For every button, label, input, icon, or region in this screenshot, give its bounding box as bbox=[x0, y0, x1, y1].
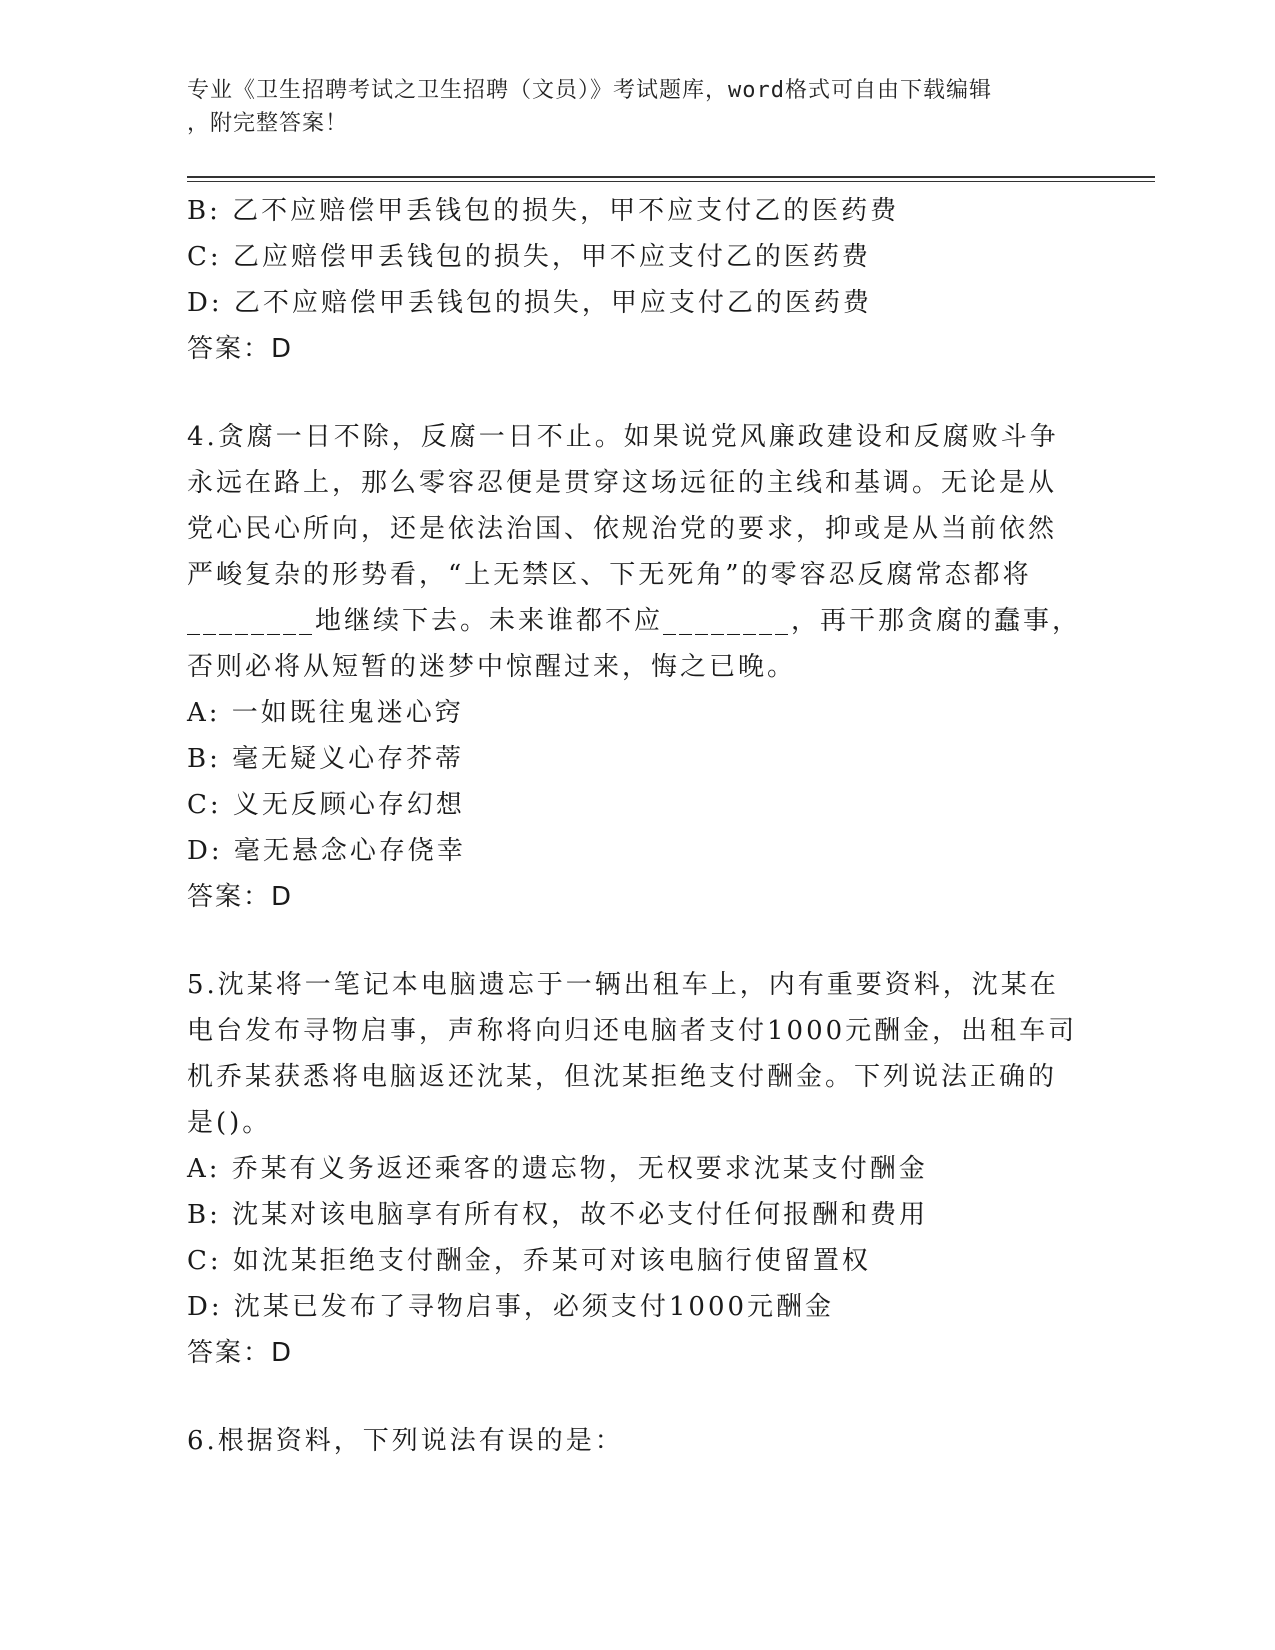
question-4-option-a: A: 一如既往鬼迷心窍 bbox=[187, 698, 464, 728]
question-5-answer: 答案：D bbox=[187, 1338, 294, 1368]
question-4-stem-line: 严峻复杂的形势看，“上无禁区、下无死角”的零容忍反腐常态都将 bbox=[187, 560, 1032, 590]
question-6-block bbox=[187, 1418, 1087, 1464]
question-3-answer: 答案：D bbox=[187, 334, 294, 364]
question-4-answer: 答案：D bbox=[187, 882, 294, 912]
question-4-stem-line: 否则必将从短暂的迷梦中惊醒过来，悔之已晚。 bbox=[187, 652, 797, 682]
question-5-stem-line: 是()。 bbox=[187, 1108, 272, 1138]
spacer bbox=[187, 920, 1087, 962]
question-3-block bbox=[187, 188, 1087, 372]
question-5-block bbox=[187, 962, 1087, 1376]
question-4-option-c: C: 义无反顾心存幻想 bbox=[187, 790, 465, 820]
question-5-option-a: A: 乔某有义务返还乘客的遗忘物，无权要求沈某支付酬金 bbox=[187, 1154, 928, 1184]
page-header bbox=[187, 74, 1067, 140]
document-body bbox=[187, 188, 1087, 1464]
spacer bbox=[187, 372, 1087, 414]
question-5-stem-line: 电台发布寻物启事，声称将向归还电脑者支付1000元酬金，出租车司 bbox=[187, 1016, 1078, 1046]
question-4-stem-line: 党心民心所向，还是依法治国、依规治党的要求，抑或是从当前依然 bbox=[187, 514, 1058, 544]
question-4-option-b: B: 毫无疑义心存芥蒂 bbox=[187, 744, 465, 774]
question-5-stem-line: 机乔某获悉将电脑返还沈某，但沈某拒绝支付酬金。下列说法正确的 bbox=[187, 1062, 1058, 1092]
question-5-option-d: D: 沈某已发布了寻物启事，必须支付1000元酬金 bbox=[187, 1292, 835, 1322]
header-divider bbox=[187, 176, 1155, 182]
question-4-block bbox=[187, 414, 1087, 920]
question-5-option-b: B: 沈某对该电脑享有所有权，故不必支付任何报酬和费用 bbox=[187, 1200, 929, 1230]
header-title-line-2: ，附完整答案！ bbox=[187, 111, 349, 136]
question-3-option-b: B: 乙不应赔偿甲丢钱包的损失，甲不应支付乙的医药费 bbox=[187, 196, 900, 226]
question-3-option-d: D: 乙不应赔偿甲丢钱包的损失，甲应支付乙的医药费 bbox=[187, 288, 872, 318]
question-4-stem-line: ________地继续下去。未来谁都不应________，再干那贪腐的蠢事， bbox=[187, 606, 1082, 636]
spacer bbox=[187, 1376, 1087, 1418]
question-6-stem-line: 6.根据资料，下列说法有误的是： bbox=[187, 1426, 624, 1456]
question-5-option-c: C: 如沈某拒绝支付酬金，乔某可对该电脑行使留置权 bbox=[187, 1246, 871, 1276]
question-3-option-c: C: 乙应赔偿甲丢钱包的损失，甲不应支付乙的医药费 bbox=[187, 242, 871, 272]
header-title-line-1: 专业《卫生招聘考试之卫生招聘（文员）》考试题库，word格式可自由下载编辑 bbox=[187, 78, 992, 103]
question-4-stem-line: 永远在路上，那么零容忍便是贯穿这场远征的主线和基调。无论是从 bbox=[187, 468, 1058, 498]
question-5-stem-line: 5.沈某将一笔记本电脑遗忘于一辆出租车上，内有重要资料，沈某在 bbox=[187, 970, 1059, 1000]
question-4-stem-line: 4.贪腐一日不除，反腐一日不止。如果说党风廉政建设和反腐败斗争 bbox=[187, 422, 1059, 452]
question-4-option-d: D: 毫无悬念心存侥幸 bbox=[187, 836, 466, 866]
